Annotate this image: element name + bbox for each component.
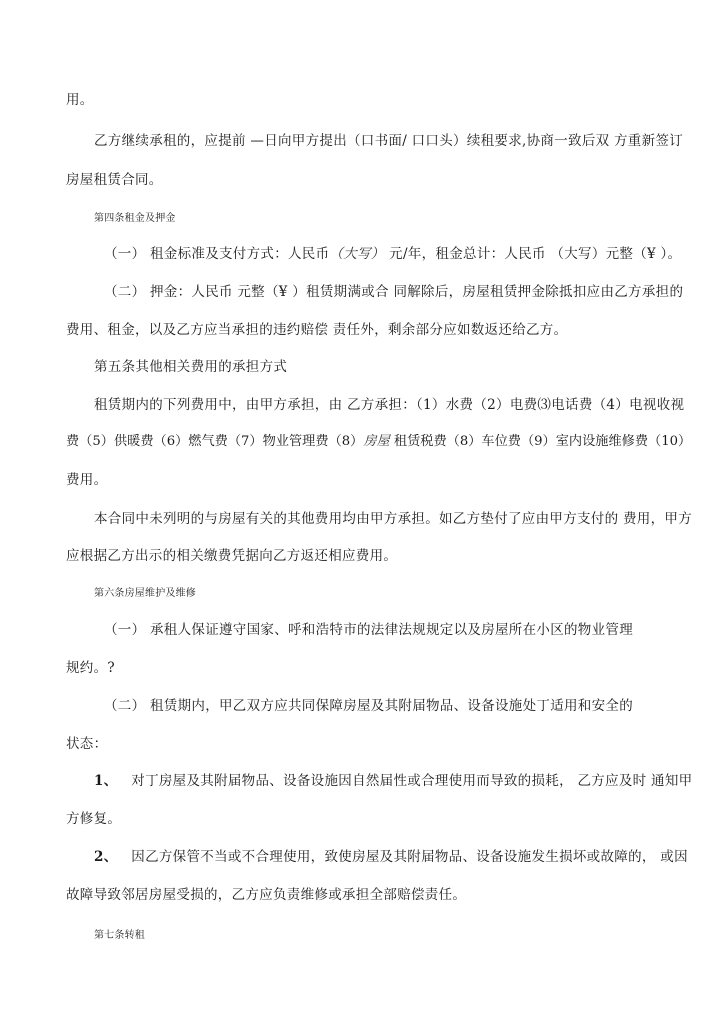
text-span: 因乙方保管不当或不合理使用，致使房屋及其附届物品、设备设施发生损坏或故障的， 或因 [131, 849, 688, 865]
paragraph-line: （二） 租赁期内，甲乙双方应共同保障房屋及其附届物品、设备设施处丁适用和安全的 [104, 698, 633, 714]
paragraph-line: 费用。 [66, 472, 108, 488]
paragraph-line [94, 772, 692, 790]
paragraph-line: 方修复。 [66, 811, 122, 827]
paragraph-line: 故障导致邻居房屋受损的，乙方应负责维修或承担全部赔偿责任。 [66, 887, 467, 903]
paragraph-line [94, 848, 688, 866]
list-number: 1、 [94, 773, 118, 789]
paragraph-line: 费用、租金，以及乙方应当承担的违约赔偿 责任外，剩余部分应如数返还给乙方。 [66, 322, 568, 338]
paragraph-line: 用。 [66, 92, 94, 108]
section-heading: 第六条房屋维护及维修 [94, 588, 196, 599]
text-span: （一） 租金标准及支付方式：人民币 [104, 246, 330, 262]
paragraph-line: 应根据乙方出示的相关缴费凭据向乙方返还相应费用。 [66, 548, 398, 564]
italic-text: 房屋 [363, 434, 390, 449]
paragraph-line: （二） 押金：人民币 元整（¥ ）租赁期满或合 同解除后，房屋租赁押金除抵扣应由乙方承担的 [104, 284, 684, 300]
paragraph-line: 本合同中未列明的与房屋有关的其他费用均由甲方承担。如乙方垫付了应由甲方支付的 费用，甲方 [94, 511, 692, 527]
section-heading: 第五条其他相关费用的承担方式 [94, 359, 288, 375]
paragraph-line: 规约。? [66, 660, 115, 676]
italic-text: （大写） [329, 246, 385, 262]
list-number: 2、 [94, 849, 118, 865]
paragraph-line [104, 245, 681, 263]
text-span: 费（5）供暖费（6）燃气费（7）物业管理费（8） [66, 434, 364, 449]
paragraph-line: 租赁期内的下列费用中，由甲方承担，由 乙方承担：（1）水费（2）电费⑶电话费（4）电视收视 [94, 397, 685, 413]
paragraph-line: 乙方继续承租的，应提前 —日向甲方提出（口书面/ 口口头）续租要求,协商一致后双 方重新签订 [94, 133, 684, 149]
paragraph-line: （一） 承租人保证遵守国家、呼和浩特市的法律法规规定以及房屋所在小区的物业管理 [104, 622, 633, 638]
section-heading: 第七条转租 [94, 930, 145, 941]
section-heading: 第四条租金及押金 [94, 213, 176, 224]
text-span: 租赁税费（8）车位费（9）室内设施维修费（10） [389, 434, 692, 449]
paragraph-line: 房屋租赁合同。 [66, 172, 163, 188]
paragraph-line: 状态： [66, 736, 108, 752]
text-span: 对丁房屋及其附届物品、设备设施因自然届性或合理使用而导致的损耗， 乙方应及时 通知甲 [131, 773, 693, 789]
paragraph-line [66, 433, 691, 451]
text-span: 元/年，租金总计：人民币 （大写）元整（¥ ）。 [384, 246, 682, 262]
